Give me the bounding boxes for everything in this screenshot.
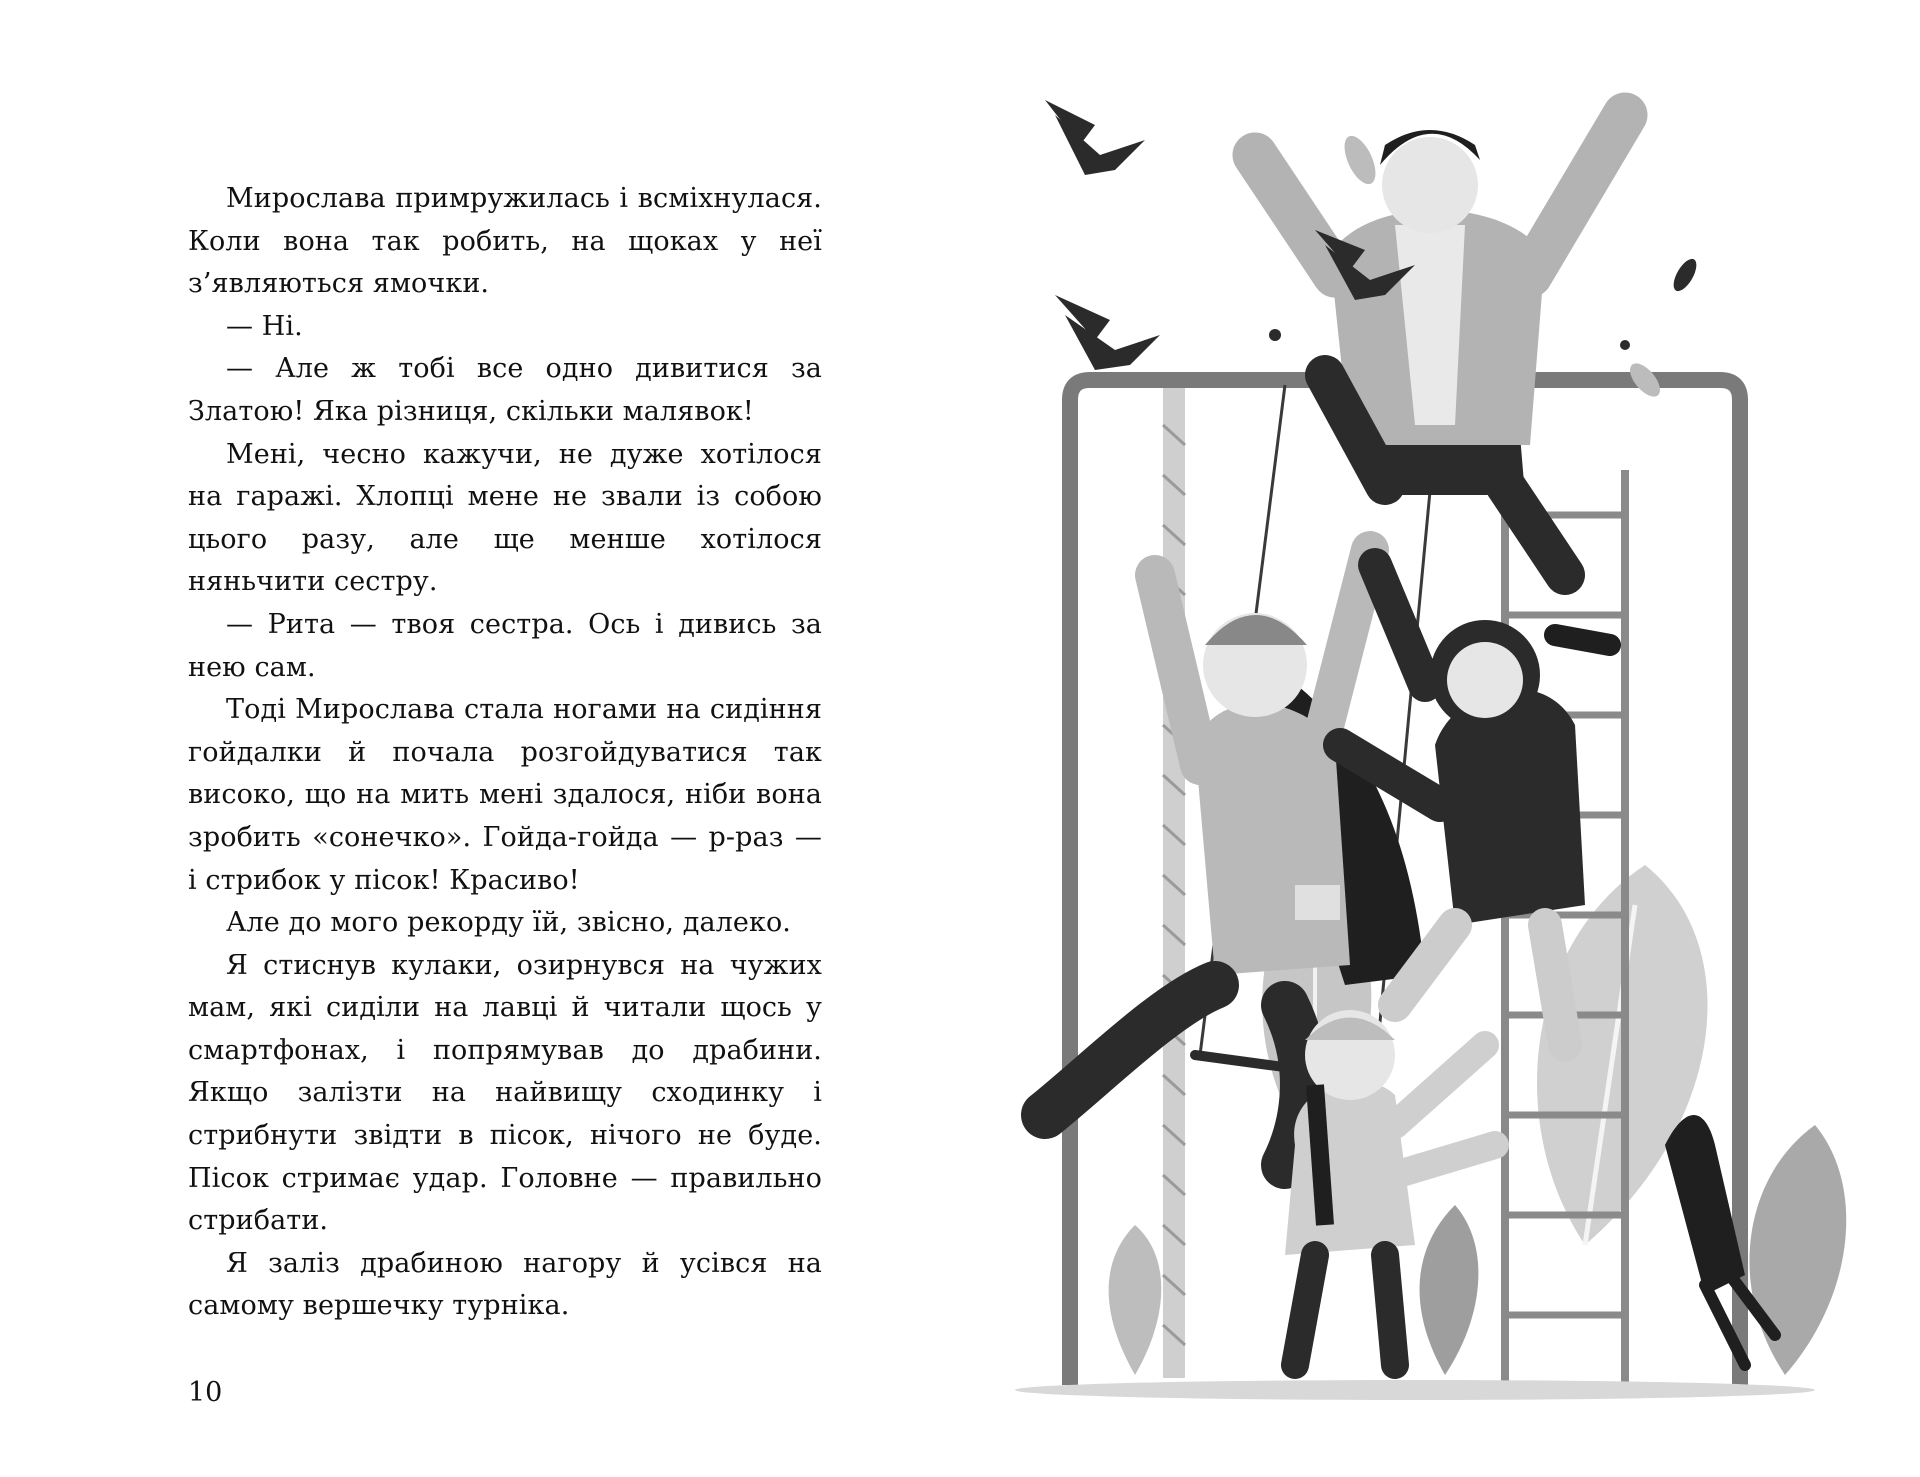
paragraph: Я заліз драбиною нагору й усівся на самому вершечку турніка. [188,1247,822,1322]
page-number: 10 [188,1377,223,1408]
paragraph: Тоді Мирослава стала ногами на сидіння гойдалки й почала розгойдуватися так високо, що на мить мені здалося, ніби вона зробить «сонечко». Гойда-гойда — р-раз — і стрибок у пісок! Красиво! [188,694,822,896]
paragraph: Але до мого рекорду їй, звісно, далеко. [226,907,791,939]
paragraph: Мені, чесно кажучи, не дуже хотілося на гаражі. Хлопці мене не звали із собою цього разу, але ще менше хотілося няньчити сестру. [188,438,822,598]
paragraph: — Рита — твоя сестра. Ось і дивись за нею сам. [188,608,822,683]
plant-right [1420,865,1847,1375]
playground-illustration [985,45,1885,1435]
text-column [188,178,822,1328]
paragraph: — Ні. [226,310,303,342]
paragraph: Мирослава примружилась і всміхнулася. Коли вона так робить, на щоках у неї з’являються ямочки. [188,183,822,300]
paragraph: Я стиснув кулаки, озирнувся на чужих мам, які сиділи на лавці й читали щось у смартфонах, і попрямував до драбини. Якщо залізти на найвищу сходинку і стрибнути звідти в пісок, нічого не буде. Пісок стримає удар. Головне — правильно стрибати. [188,949,822,1237]
paragraph: — Але ж тобі все одно дивитися за Златою! Яка різниця, скільки малявок! [188,353,822,427]
